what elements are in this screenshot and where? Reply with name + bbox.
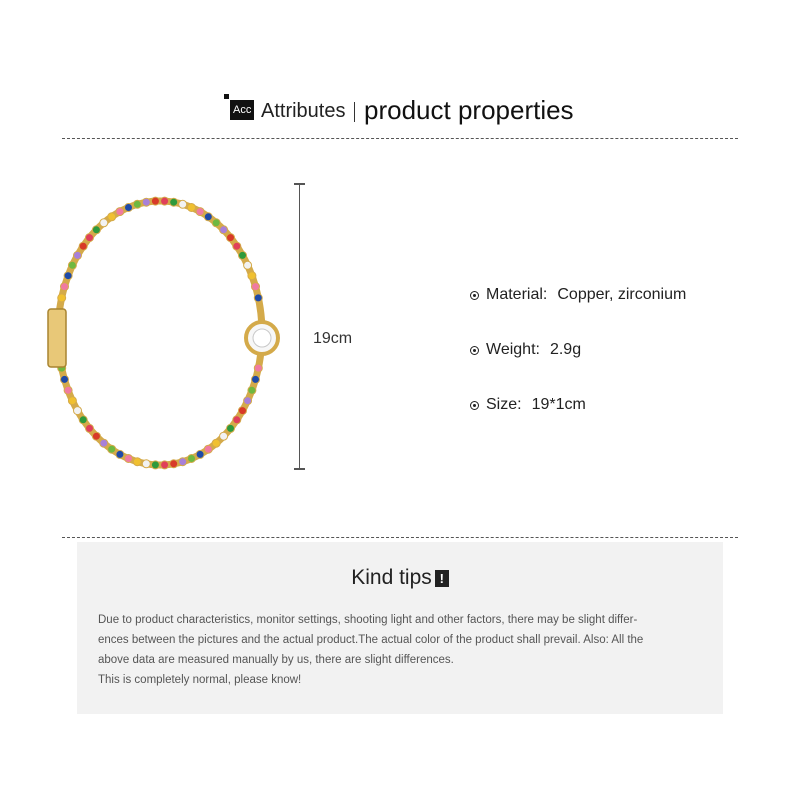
bottom-divider: [62, 537, 738, 538]
tips-line: This is completely normal, please know!: [98, 674, 302, 686]
gem-stone: [116, 450, 124, 458]
property-value: 19*1cm: [531, 396, 586, 413]
dimension-ruler: [299, 184, 300, 470]
kind-tips-panel: [77, 542, 723, 714]
exclamation-icon: !: [435, 570, 449, 587]
gem-stone: [239, 251, 247, 259]
gem-stone: [74, 251, 82, 259]
gem-stone: [142, 460, 150, 468]
round-center-stone: [246, 322, 278, 354]
property-value: 2.9g: [549, 341, 582, 358]
gem-stone: [254, 294, 262, 302]
property-label: Material:: [486, 286, 548, 303]
section-label: Attributes: [261, 100, 346, 122]
gem-stone: [252, 375, 260, 383]
gem-stone: [161, 197, 169, 205]
gem-stone: [233, 416, 241, 424]
property-label: Size:: [486, 396, 522, 413]
tips-line: Due to product characteristics, monitor settings, shooting light and other factors, there may be slight differ-: [98, 614, 638, 626]
gem-stone: [125, 455, 133, 463]
gem-stone: [252, 283, 260, 291]
gem-stone: [58, 294, 66, 302]
kind-tips-text: [98, 610, 710, 690]
property-material: [470, 286, 686, 304]
bullet-icon: [470, 346, 479, 355]
ruler-bottom-tick: [294, 468, 305, 470]
gem-stone: [161, 461, 169, 469]
gem-stone: [188, 204, 196, 212]
bullet-icon: [470, 291, 479, 300]
gem-stone: [64, 386, 72, 394]
gem-stone: [204, 213, 212, 221]
gem-stone: [248, 386, 256, 394]
gem-stone: [133, 458, 141, 466]
gem-stone: [86, 234, 94, 242]
kind-tips-heading: Kind tips: [351, 566, 432, 589]
gem-stone: [79, 416, 87, 424]
gem-stone: [108, 445, 116, 453]
header-square-icon: [224, 94, 229, 99]
property-label: Weight:: [486, 341, 540, 358]
center-stone-facet: [253, 329, 271, 347]
gem-stone: [244, 261, 252, 269]
page-title: product properties: [364, 95, 574, 125]
property-size: [470, 396, 586, 414]
gem-stone: [244, 397, 252, 405]
gem-stone: [227, 234, 235, 242]
gem-stone: [86, 424, 94, 432]
tips-line: ences between the pictures and the actual product.The actual color of the product shall prevail. Also: All the: [98, 634, 644, 646]
ruler-top-tick: [294, 183, 305, 185]
gem-stone: [212, 219, 220, 227]
gem-stone: [254, 364, 262, 372]
gem-stone: [68, 397, 76, 405]
gem-stone: [79, 242, 87, 250]
gem-stone: [179, 200, 187, 208]
gem-stone: [220, 226, 228, 234]
gem-stone: [212, 439, 220, 447]
gem-stone: [116, 208, 124, 216]
tips-line: above data are measured manually by us, there are slight differences.: [98, 654, 454, 666]
header-divider: [354, 102, 355, 122]
gem-stone: [68, 261, 76, 269]
gem-stone: [151, 197, 159, 205]
gem-stone: [61, 375, 69, 383]
property-weight: [470, 341, 581, 359]
gem-stone: [61, 283, 69, 291]
gem-stone: [204, 445, 212, 453]
kind-tips-title: [77, 566, 723, 590]
gem-stone: [170, 198, 178, 206]
gem-stone: [227, 424, 235, 432]
gem-stone: [220, 432, 228, 440]
gem-stone: [151, 461, 159, 469]
gem-stone: [125, 204, 133, 212]
gem-stone: [92, 432, 100, 440]
gem-stone: [196, 208, 204, 216]
gem-stone: [92, 226, 100, 234]
gem-stone: [233, 242, 241, 250]
gem-stone: [58, 364, 66, 372]
gem-stone: [133, 200, 141, 208]
gem-stone: [64, 272, 72, 280]
gem-stone: [248, 272, 256, 280]
gem-stone: [179, 458, 187, 466]
bullet-icon: [470, 401, 479, 410]
bracelet-clasp: [48, 309, 66, 367]
gem-stone: [196, 450, 204, 458]
gem-stone: [74, 407, 82, 415]
gem-stone: [100, 439, 108, 447]
acc-badge: Acc: [230, 100, 254, 120]
property-value: Copper, zirconium: [557, 286, 687, 303]
gem-stone: [100, 219, 108, 227]
gem-stone: [108, 213, 116, 221]
bracelet-band: [58, 201, 262, 465]
length-label: 19cm: [313, 330, 353, 347]
gem-stone: [239, 407, 247, 415]
gem-stone: [188, 455, 196, 463]
top-divider: [62, 138, 738, 139]
gem-stone: [170, 460, 178, 468]
gem-stone: [142, 198, 150, 206]
